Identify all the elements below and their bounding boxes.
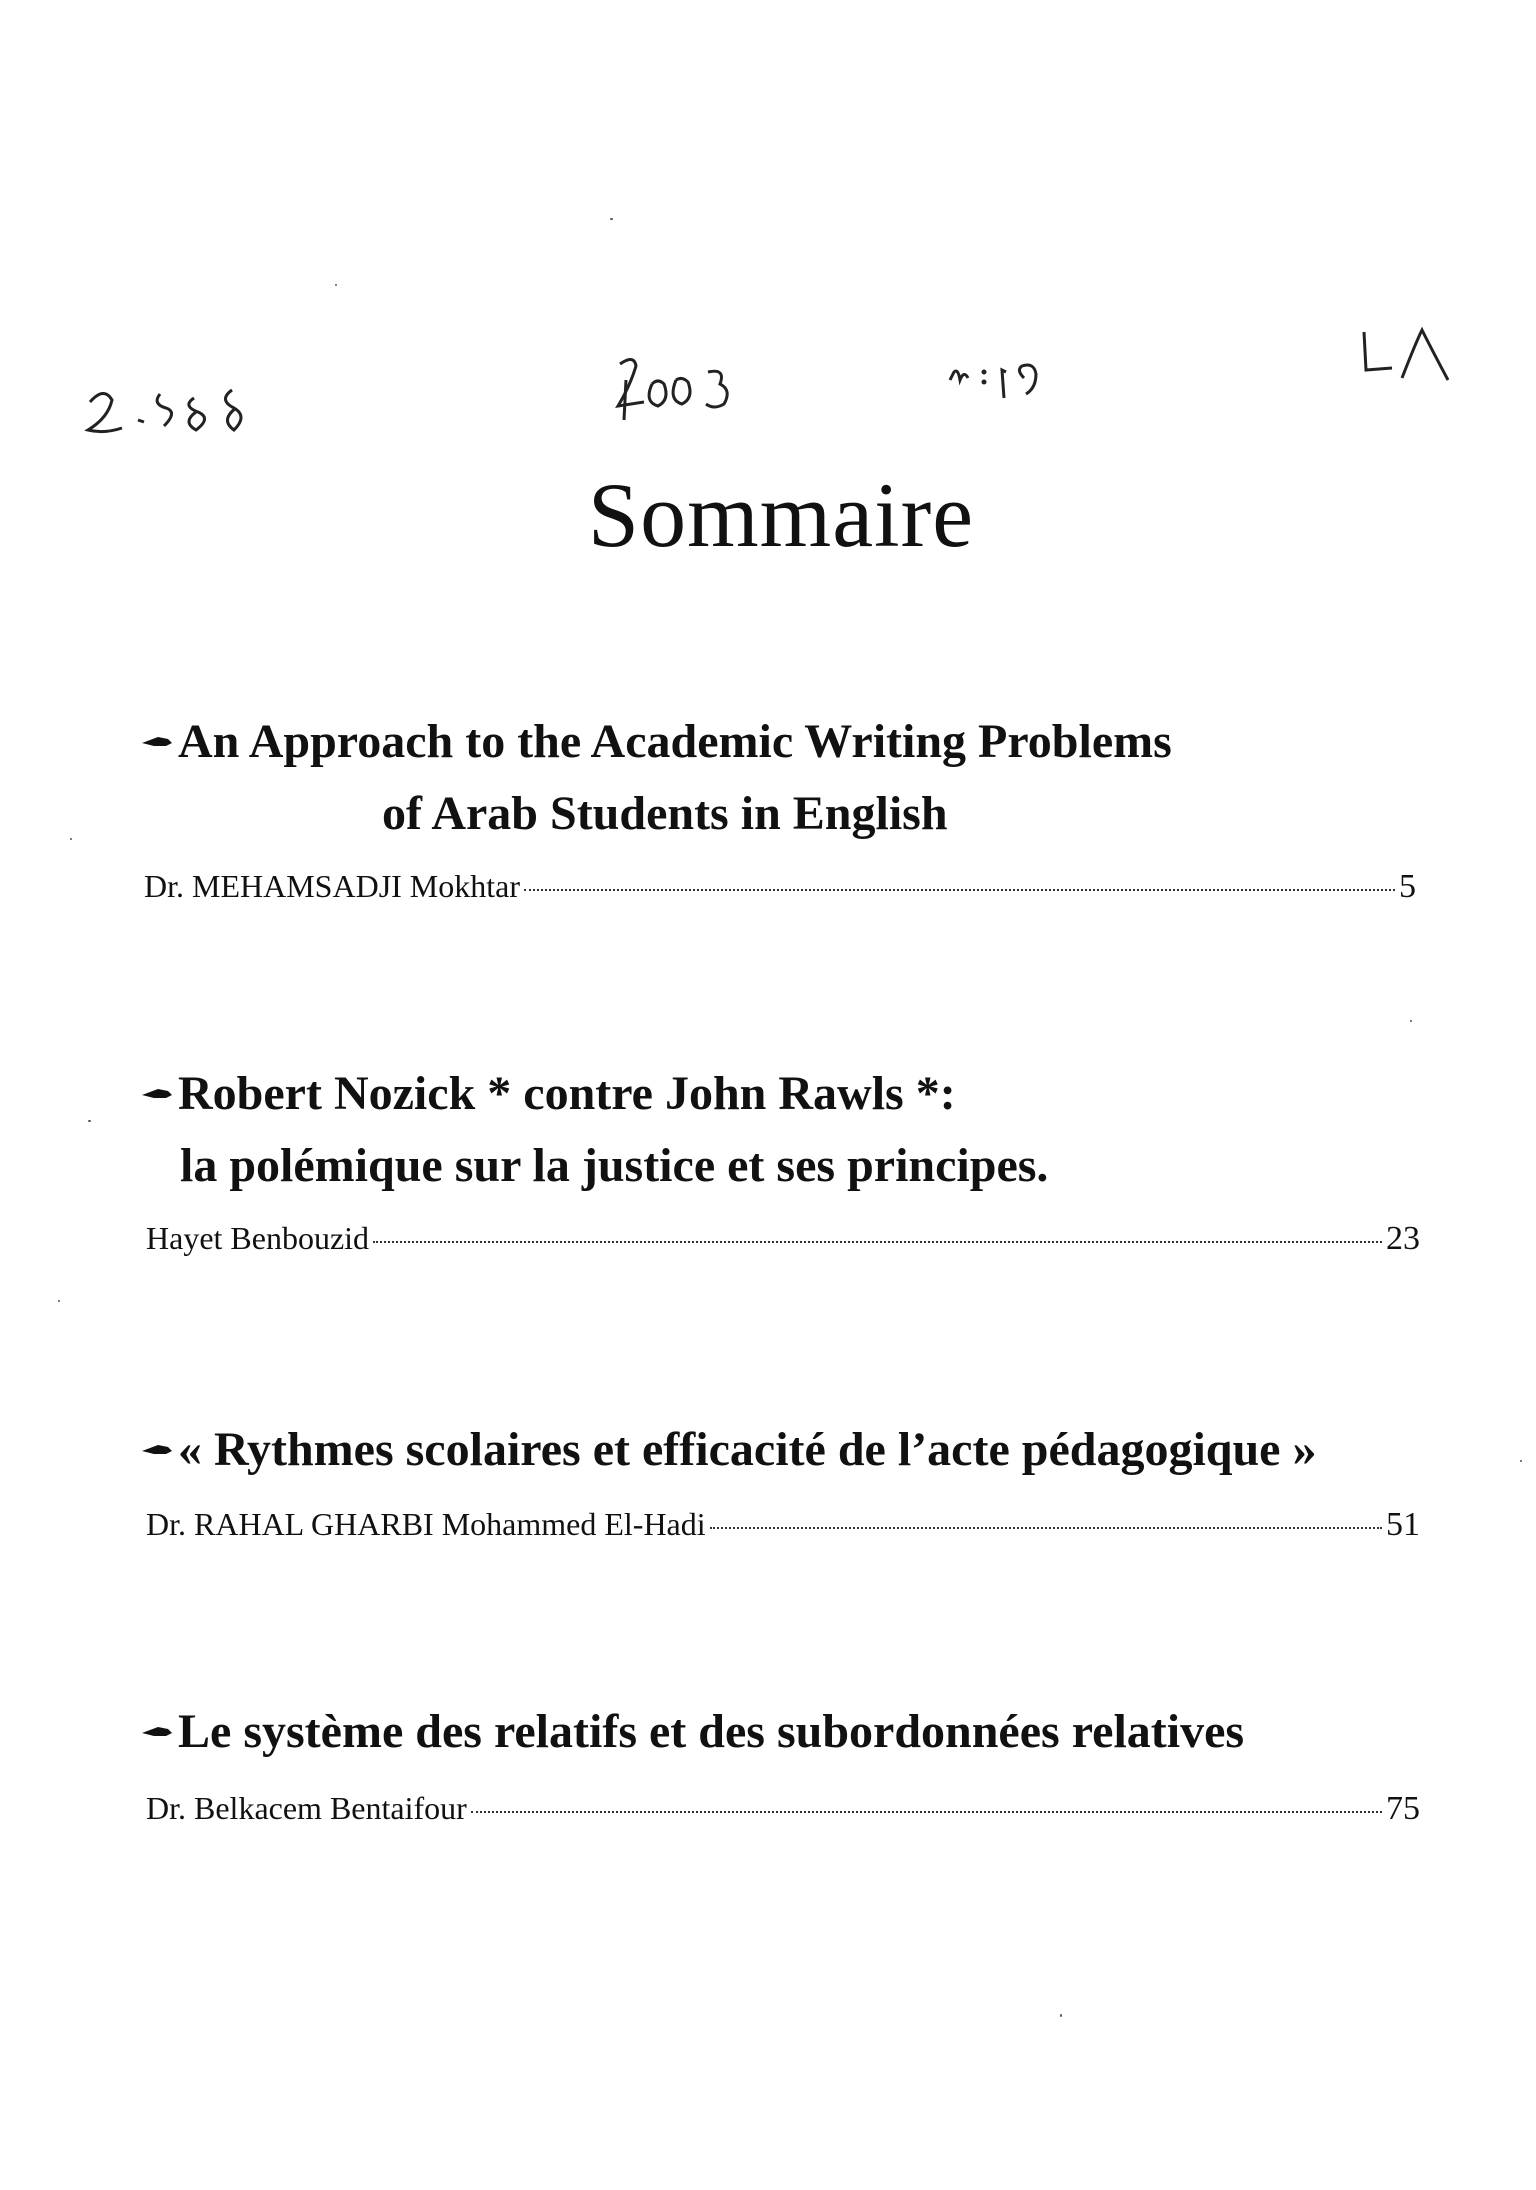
pointing-hand-bullet-icon bbox=[140, 1083, 174, 1103]
scan-speck bbox=[1410, 1020, 1412, 1022]
entry-3-author: Dr. RAHAL GHARBI Mohammed El-Hadi bbox=[146, 1506, 706, 1542]
scan-speck bbox=[1520, 1460, 1522, 1462]
entry-1-author-line bbox=[144, 868, 1416, 906]
entry-2-title-line-1 bbox=[140, 1066, 956, 1121]
entry-1-title-line-1 bbox=[140, 714, 1172, 769]
handwritten-year-annotation bbox=[610, 350, 760, 430]
entry-3-page-number: 51 bbox=[1386, 1506, 1420, 1543]
scan-speck bbox=[88, 1120, 91, 1122]
entry-4-leader-dots bbox=[471, 1811, 1382, 1813]
handwritten-issue-annotation bbox=[944, 350, 1094, 410]
entry-2-author: Hayet Benbouzid bbox=[146, 1220, 370, 1256]
entry-2-title-text-1: Robert Nozick * contre John Rawls *: bbox=[178, 1067, 956, 1120]
page-title: Sommaire bbox=[587, 464, 975, 566]
scan-speck bbox=[1060, 2014, 1062, 2017]
entry-1-title-text-1: An Approach to the Academic Writing Problems bbox=[178, 715, 1172, 768]
scan-speck bbox=[70, 838, 72, 840]
entry-4-title-line-1 bbox=[140, 1704, 1244, 1759]
entry-1-page-number: 5 bbox=[1399, 868, 1416, 905]
entry-3-title-text-1: « Rythmes scolaires et efficacité de l’acte pédagogique » bbox=[178, 1423, 1317, 1476]
pointing-hand-bullet-icon bbox=[140, 1439, 174, 1459]
handwritten-number-annotation bbox=[82, 368, 282, 448]
entry-3-leader-dots bbox=[710, 1527, 1382, 1529]
entry-2-page-number: 23 bbox=[1386, 1220, 1420, 1257]
entry-4-author-line bbox=[146, 1790, 1420, 1828]
handwritten-initials-annotation bbox=[1352, 322, 1462, 392]
pointing-hand-bullet-icon bbox=[140, 731, 174, 751]
entry-3-title-line-1 bbox=[140, 1422, 1316, 1477]
scan-speck bbox=[58, 1300, 60, 1302]
entry-1-title-line-2: of Arab Students in English bbox=[382, 787, 948, 840]
entry-4-page-number: 75 bbox=[1386, 1790, 1420, 1827]
entry-1-author: Dr. MEHAMSADJI Mokhtar bbox=[144, 868, 520, 904]
entry-2-author-line bbox=[146, 1220, 1420, 1258]
pointing-hand-bullet-icon bbox=[140, 1721, 174, 1741]
scan-speck bbox=[610, 218, 613, 220]
entry-1-leader-dots bbox=[524, 889, 1395, 891]
scan-speck bbox=[335, 284, 337, 286]
entry-4-author: Dr. Belkacem Bentaifour bbox=[146, 1790, 467, 1826]
entry-2-title-line-2: la polémique sur la justice et ses principes. bbox=[180, 1139, 1049, 1192]
entry-3-author-line bbox=[146, 1506, 1420, 1544]
entry-4-title-text-1: Le système des relatifs et des subordonnées relatives bbox=[178, 1705, 1245, 1758]
entry-2-leader-dots bbox=[373, 1241, 1382, 1243]
